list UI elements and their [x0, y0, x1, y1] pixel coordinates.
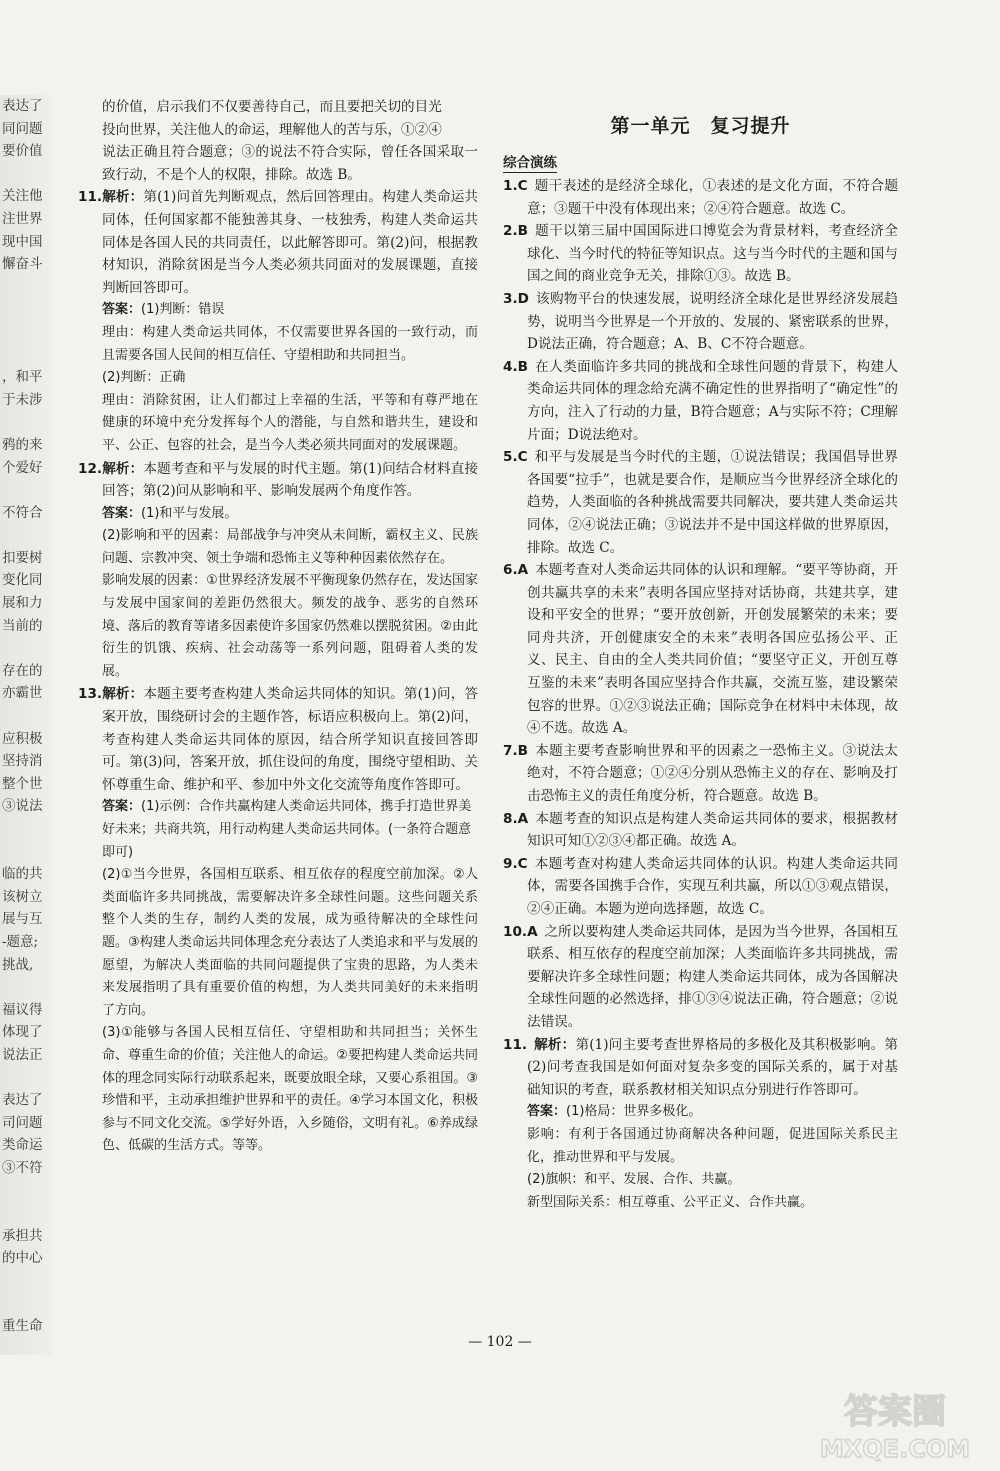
gutter-line: 的中心: [2, 1250, 43, 1267]
unit-title: 第一单元 复习提升: [610, 115, 791, 137]
item-number: 1.C: [503, 178, 528, 194]
q11-answer-2: 理由：构建人类命运共同体，不仅需要世界各国的一致行动，而且需要各国人民间的相互信任、守望相助和共同担当。: [102, 324, 478, 363]
answer-item: [503, 808, 898, 853]
watermark-text: MXQE.COM: [819, 1435, 971, 1463]
gutter-line: 不符合: [2, 504, 43, 521]
q13-text: 本题主要考查构建人类命运共同体的知识。第(1)问，答案开放，围绕研讨会的主题作答，标语应积极向上。第(2)问，考查构建人类命运共同体的原因，结合所学知识直接回答即可。第(3)问，答案开放，抓住设问的角度，围绕守望相助、关怀尊重生命、维护和平、参加中外文化交流等角度作答即可。: [102, 686, 478, 793]
gutter-line: 重生命: [2, 1318, 43, 1335]
gutter-line: 表达了: [2, 1092, 43, 1109]
q11-number: 11.: [78, 189, 103, 206]
q13-answer-1: (1)示例：合作共赢构建人类命运共同体，携手打造世界美好未来；共商共筑，用行动构建人类命运共同体。(一条符合题意即可): [102, 799, 472, 860]
right-answer-3: (2)旗帜：和平、发展、合作、共赢。: [527, 1172, 741, 1188]
item-text: 之所以要构建人类命运共同体，是因为当今世界，各国相互联系、相互依存的程度空前加深；人类面临许多共同挑战，需要解决许多全球性问题；构建人类命运共同体，成为各国解决全球性问题的必然选择，排①③④说法正确，符合题意；②说法错误。: [527, 923, 898, 1030]
watermark-cn: 答案圈: [844, 1392, 946, 1432]
gutter-line: 鸦的来: [2, 436, 43, 453]
gutter-line: 福议得: [2, 1001, 43, 1018]
q12-label: 解析：: [102, 460, 144, 477]
q11-analysis: [78, 186, 478, 299]
right-answer-2: 影响：有利于各国通过协商解决各种问题，促进国际关系民主化，推动世界和平与发展。: [527, 1126, 898, 1165]
item-text: 本题主要考查影响世界和平的因素之一恐怖主义。③说法太绝对，不符合题意；①②④分别从恐怖主义的存在、影响及打击恐怖主义的责任角度分析，符合题意。故选 B。: [527, 742, 898, 805]
item-number: 7.B: [503, 742, 528, 759]
gutter-line: [0, 344, 52, 367]
gutter-line: [0, 1292, 52, 1315]
item-text: 题干表述的是经济全球化，①表述的是文化方面，不符合题意；③题干中没有体现出来；②④符合题意。故选 C。: [527, 178, 898, 217]
q13-answer: [78, 796, 478, 864]
watermark-logo: [800, 1385, 990, 1465]
item-number: 2.B: [503, 223, 528, 240]
q12-answer-1: (1)和平与发展。: [141, 505, 238, 521]
item-number: 3.D: [503, 290, 529, 307]
q13-answer-3: (3)①能够与各国人民相互信任、守望相助和共同担当；关怀生命、尊重生命的价值；关注他人的命运。②要把构建人类命运共同体的理念同实际行动联系起来，既要放眼全球，又要心系祖国。③珍惜和平，主动承担维护世界和平的责任。④学习本国文化，积极参与不同文化交流。⑤学好外语，入乡随俗，文明有礼。⑥养成绿色、低碳的生活方式。等等。: [102, 1025, 478, 1154]
gutter-line: [0, 1270, 52, 1293]
gutter-line: 于未涉: [2, 391, 43, 408]
item-number: 9.C: [503, 855, 528, 872]
answer-item: [503, 220, 898, 288]
gutter-line: 扣要树: [2, 549, 43, 566]
gutter-line: 同问题: [2, 120, 43, 137]
gutter-line: 司问题: [2, 1114, 43, 1131]
answer-item: [503, 356, 898, 446]
gutter-line: [0, 1202, 52, 1225]
q12-answer: [78, 503, 478, 526]
item-number: 4.B: [503, 358, 528, 375]
q11-answer: [78, 299, 478, 322]
gutter-line: 注世界: [2, 210, 43, 227]
answer-item: [503, 559, 898, 740]
q13-label: 解析：: [102, 686, 144, 703]
gutter-line: 体现了: [2, 1024, 43, 1041]
answer-item: [503, 175, 898, 220]
gutter-line: ，和平: [2, 369, 43, 386]
q11-text: 第(1)问首先判断观点，然后回答理由。构建人类命运共同体，任何国家都不能独善其身、一枝独秀，构建人类命运共同体是各国人民的共同责任，以此解答即可。第(2)问，根据教材知识，消除贫困是当今人类必须共同面对的发展课题，直接判断回答即可。: [102, 189, 478, 296]
q12-answer-label: 答案：: [102, 505, 142, 521]
gutter-line: 个爱好: [2, 459, 43, 476]
gutter-line: [0, 637, 52, 660]
q11-right-answer: [503, 1101, 898, 1124]
gutter-line: [0, 321, 52, 344]
q13-answer-label: 答案：: [102, 799, 142, 815]
right-answer-4: 新型国际关系：相互尊重、公平正义、合作共赢。: [527, 1194, 814, 1210]
gutter-line: [0, 1067, 52, 1090]
item-text: 第(1)问主要考查世界格局的多极化及其积极影响。第(2)问考查我国是如何面对复杂多变的国际关系的，属于对基础知识的考查，联系教材相关知识点分别进行作答即可。: [527, 1036, 899, 1098]
item-number: 5.C: [503, 449, 528, 466]
item-text: 该购物平台的快速发展，说明经济全球化是世界经济发展趋势，说明当今世界是一个开放的、发展的、紧密联系的世界，D说法正确，符合题意；A、B、C不符合题意。: [527, 290, 898, 353]
gutter-line: 要价值: [2, 143, 43, 160]
gutter-line: 表达了: [2, 98, 43, 114]
item-text: 在人类面临许多共同的挑战和全球性问题的背景下，构建人类命运共同体的理念给充满不确定性的世界指明了“确定性”的方向，注入了行动的力量，B符合题意；A与实际不符；C理解片面；D说法绝对。: [527, 358, 898, 443]
q13-answer-2: (2)①当今世界，各国相互联系、相互依存的程度空前加深。②人类面临许多共同挑战，需要解决许多全球性问题。这些问题关系整个人类的生存，制约人类的发展，成为亟待解决的全球性问题。③构建人类命运共同体理念充分表达了人类追求和平与发展的愿望，为解决人类面临的共同问题提供了宝贵的思路，为人类未来发展指明了具有重要价值的构想，为人类共同美好的未来指明了方向。: [102, 867, 478, 1018]
q11-answer-label: 答案：: [102, 302, 142, 318]
page-number: — 102 —: [468, 1334, 532, 1350]
gutter-line: [0, 298, 52, 321]
gutter-line: 类命运: [2, 1137, 43, 1154]
gutter-line: 坚持消: [2, 753, 43, 770]
answer-item: [503, 853, 898, 921]
gutter-line: 整个世: [2, 775, 43, 792]
item-text: 本题考查对构建人类命运共同体的认识。构建人类命运共同体，需要各国携手合作，实现互利共赢，所以①③观点错误，②④正确。本题为逆向选择题，故选 C。: [527, 855, 898, 917]
q13-analysis: [78, 683, 478, 796]
gutter-line: [0, 818, 52, 841]
item-number: 8.A: [503, 810, 529, 827]
item-number: 11.: [503, 1036, 528, 1053]
answer-item: [503, 740, 898, 808]
gutter-line: 该树立: [2, 888, 43, 905]
right-answer-label: 答案：: [527, 1104, 567, 1120]
intro-line-1: 的价值，启示我们不仅要善待自己，而且要把关切的目光: [102, 99, 442, 115]
item-text: 题干以第三届中国国际进口博览会为背景材料，考查经济全球化、当今时代的特征等知识点。这与当今时代的主题和国与国之间的商业竞争无关，排除①③。故选 B。: [527, 223, 898, 285]
item-number: 10.A: [503, 923, 538, 940]
gutter-line: [0, 841, 52, 864]
gutter-line: [0, 163, 52, 186]
gutter-line: 存在的: [2, 662, 43, 679]
intro-line-2: 投向世界，关注他人的命运，理解他人的苦与乐，①②④: [102, 121, 442, 138]
gutter-line: [0, 479, 52, 502]
item-label: 解析：: [533, 1036, 576, 1053]
q12-answer-2: (2)影响和平的因素：局部战争与冲突从未间断，霸权主义、民族问题、宗教冲突、领土争端和恐怖主义等种种因素依然存在。: [102, 528, 478, 566]
gutter-line: 亦霸世: [2, 685, 43, 702]
item-text: 本题考查的知识点是构建人类命运共同体的要求，根据教材知识可知①②③④都正确。故选 A。: [527, 810, 898, 850]
answer-item: [503, 1034, 898, 1102]
answer-item: [503, 288, 898, 356]
gutter-line: [0, 524, 52, 547]
gutter-line: [0, 976, 52, 999]
gutter-line: 关注他: [2, 188, 43, 205]
gutter-line: [0, 411, 52, 434]
item-number: 6.A: [503, 562, 529, 579]
right-column: [503, 175, 898, 1214]
gutter-line: 临的共: [2, 866, 43, 883]
q12-answer-3: 影响发展的因素：①世界经济发展不平衡现象仍然存在，发达国家与发展中国家间的差距仍然很大。频发的战争、恶劣的自然环境、落后的教育等诸多因素使许多国家仍然难以摆脱贫困。②由此衍生的饥饿、疾病、社会动荡等一系列问题，阻碍着人类的发展。: [102, 573, 478, 679]
answer-item: [503, 446, 898, 559]
gutter-line: 应积极: [2, 730, 43, 747]
q12-text: 本题考查和平与发展的时代主题。第(1)问结合材料直接回答；第(2)问从影响和平、影响发展两个角度作答。: [102, 460, 478, 500]
gutter-line: 承担共: [2, 1227, 43, 1244]
gutter-line: ③说法: [2, 798, 43, 815]
gutter-line: [0, 1180, 52, 1203]
gutter-line: 说法正: [2, 1046, 43, 1063]
gutter-line: [0, 705, 52, 728]
gutter-line: 变化同: [2, 572, 43, 589]
answer-item: [503, 921, 898, 1034]
q11-label: 解析：: [102, 189, 144, 206]
gutter-line: -题意;: [2, 933, 39, 950]
left-column: [78, 96, 478, 1158]
q12-analysis: [78, 458, 478, 503]
q11-answer-4: 理由：消除贫困，让人们都过上幸福的生活，平等和有尊严地在健康的环境中充分发挥每个人的潜能，与自然和谐共生，建设和平、公正、包容的社会，是当今人类必须共同面对的发展课题。: [102, 392, 478, 453]
right-answer-1: (1)格局：世界多极化。: [566, 1104, 702, 1120]
gutter-line: 现中国: [2, 233, 43, 250]
adjacent-page-gutter: [0, 95, 52, 1355]
q11-answer-1: (1)判断：错误: [141, 302, 225, 318]
gutter-line: [0, 276, 52, 299]
gutter-line: 挑战,: [2, 956, 34, 973]
section-title: 综合演练: [503, 151, 557, 173]
gutter-line: 展与互: [2, 911, 43, 928]
gutter-line: ③不符: [2, 1159, 43, 1176]
item-text: 本题考查对人类命运共同体的认识和理解。“要平等协商，开创共赢共享的未来”表明各国应坚持对话协商，共建共享，建设和平安全的世界；“要开放创新，开创发展繁荣的未来；要同舟共济，开创健康安全的未来”表明各国应弘扬公平、正义、民主、自由的全人类共同价值；“要坚守正义，开创互尊互鉴的未来”表明各国应坚持合作共赢，交流互鉴，建设繁荣包容的世界。①②③说法正确；国际竞争在材料中未体现，故④不选。故选 A。: [527, 562, 898, 737]
intro-line-3: 说法正确且符合题意；③的说法不符合实际，曾任各国采取一致行动，不是个人的权限，排除。故选 B。: [102, 144, 478, 183]
gutter-line: 懈奋斗: [2, 256, 43, 273]
item-text: 和平与发展是当今时代的主题，①说法错误；我国倡导世界各国要“拉手”，也就是要合作，是顺应当今世界经济全球化的趋势，人类面临的各种挑战需要共同解决，要共建人类命运共同体，②④说法正确；③说法并不是中国这样做的世界原因，排除。故选 C。: [527, 449, 898, 556]
q12-number: 12.: [78, 460, 103, 477]
gutter-line: 当前的: [2, 617, 43, 634]
gutter-line: 展和力: [2, 595, 43, 612]
q13-number: 13.: [78, 686, 103, 703]
q11-answer-3: (2)判断：正确: [102, 370, 186, 386]
